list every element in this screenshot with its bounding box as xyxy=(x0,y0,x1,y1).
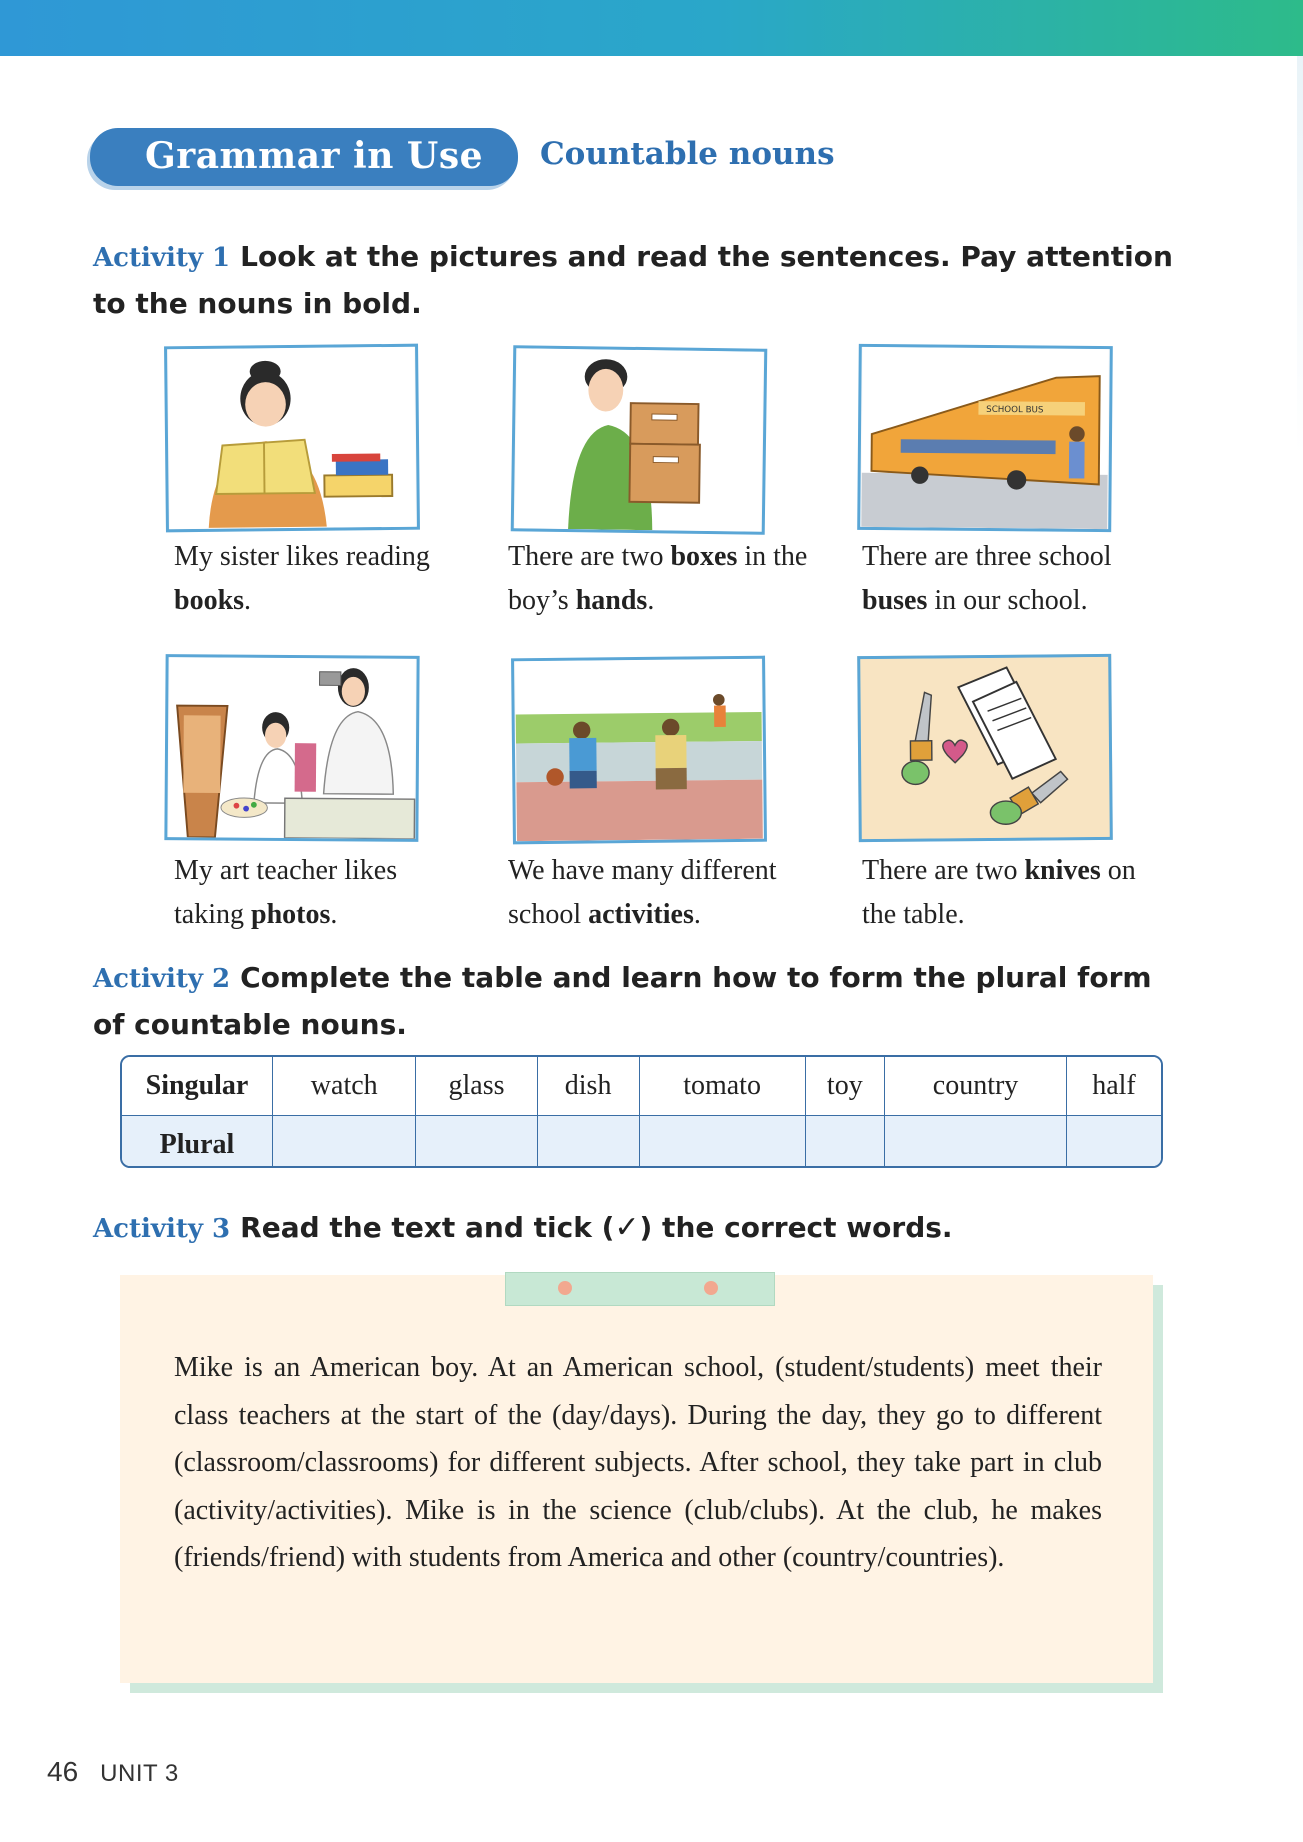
plural-answer-cell[interactable] xyxy=(273,1116,416,1169)
caption-6 xyxy=(862,849,1162,937)
plural-answer-cell[interactable] xyxy=(1066,1116,1161,1169)
activity2-heading xyxy=(93,955,1173,1047)
caption-2-noun: boxes xyxy=(670,541,738,572)
caption-4-end: . xyxy=(330,899,338,930)
students-playing-illustration xyxy=(514,659,764,842)
unit-label: UNIT 3 xyxy=(100,1760,179,1787)
activity3-label: Activity 3 xyxy=(93,1214,231,1244)
knives-illustration xyxy=(860,657,1110,839)
singular-row xyxy=(122,1057,1161,1116)
caption-4 xyxy=(174,849,474,937)
activity1-heading xyxy=(93,234,1173,326)
tick-icon: ✓ xyxy=(614,1210,640,1245)
caption-3-noun: buses xyxy=(862,585,928,616)
activity3-heading xyxy=(93,1205,1173,1252)
picture-art-teacher xyxy=(164,654,419,842)
reading-text: Mike is an American boy. At an American school, (student/students) meet their class teachers at the start of the (day/days). During the day, they go to different (classroom/classrooms) for different subjects. After school, they take part in club (activity/activities). Mike is in the science (club/clubs). At the club, he makes (friends/friend) with students from America and other (country/countries). xyxy=(174,1352,1102,1573)
caption-5-noun: activities xyxy=(588,899,694,930)
caption-2-text: There are two xyxy=(508,541,671,572)
caption-4-noun: photos xyxy=(251,899,331,930)
page-footer xyxy=(47,1756,179,1788)
singular-header: Singular xyxy=(122,1057,273,1116)
picture-knives xyxy=(857,654,1113,842)
plural-header: Plural xyxy=(122,1116,273,1169)
caption-3-end: in our school. xyxy=(927,585,1088,616)
caption-2 xyxy=(508,535,808,623)
singular-cell: watch xyxy=(273,1057,416,1116)
pin-icon xyxy=(704,1281,718,1295)
activity2-label: Activity 2 xyxy=(93,964,231,994)
singular-cell: toy xyxy=(805,1057,885,1116)
girl-reading-illustration xyxy=(167,347,417,530)
bus-sign: SCHOOL BUS xyxy=(986,404,1044,416)
caption-6-text: There are two xyxy=(862,855,1025,886)
activity2-instruction: Complete the table and learn how to form the plural form of countable nouns. xyxy=(93,961,1152,1041)
plural-answer-cell[interactable] xyxy=(639,1116,805,1169)
singular-cell: glass xyxy=(416,1057,537,1116)
picture-students-playing xyxy=(511,656,767,845)
page-edge xyxy=(1297,56,1303,456)
activity1-instruction: Look at the pictures and read the sentences. Pay attention to the nouns in bold. xyxy=(93,240,1173,320)
plural-answer-cell[interactable] xyxy=(537,1116,639,1169)
pin-icon xyxy=(558,1281,572,1295)
caption-2-middle: in the boy’s xyxy=(508,541,808,616)
singular-cell: dish xyxy=(537,1057,639,1116)
caption-1-noun: books xyxy=(174,585,245,616)
caption-3-text: There are three school xyxy=(862,541,1112,572)
caption-5-text: We have many different school xyxy=(508,855,777,930)
plural-answer-cell[interactable] xyxy=(885,1116,1067,1169)
caption-2-noun-2: hands xyxy=(575,585,648,616)
boy-boxes-illustration xyxy=(514,348,764,531)
caption-5 xyxy=(508,849,808,937)
caption-1-text: My sister likes reading xyxy=(174,541,430,572)
activity3-instruction-end: ) the correct words. xyxy=(639,1211,953,1244)
section-badge xyxy=(90,128,518,186)
plural-answer-cell[interactable] xyxy=(805,1116,885,1169)
section-topic: Countable nouns xyxy=(540,136,835,172)
page-number: 46 xyxy=(47,1756,79,1787)
top-color-band xyxy=(0,0,1303,56)
caption-2-end: . xyxy=(647,585,655,616)
plural-table xyxy=(120,1055,1163,1168)
caption-6-end: on the table. xyxy=(862,855,1136,930)
picture-school-buses xyxy=(857,344,1113,532)
caption-4-text: My art teacher likes taking xyxy=(174,855,398,930)
caption-5-end: . xyxy=(693,899,701,930)
art-teacher-illustration xyxy=(167,657,416,839)
caption-1-end: . xyxy=(244,585,252,616)
section-badge-label: Grammar in Use xyxy=(145,135,483,177)
singular-cell: tomato xyxy=(639,1057,805,1116)
singular-cell: country xyxy=(885,1057,1067,1116)
caption-1 xyxy=(174,535,474,623)
picture-girl-reading xyxy=(164,344,420,533)
tape-strip xyxy=(505,1272,775,1306)
caption-6-noun: knives xyxy=(1024,855,1101,886)
activity3-instruction-start: Read the text and tick ( xyxy=(240,1211,615,1244)
plural-answer-cell[interactable] xyxy=(416,1116,537,1169)
caption-3 xyxy=(862,535,1162,623)
activity1-label: Activity 1 xyxy=(93,243,231,273)
singular-cell: half xyxy=(1066,1057,1161,1116)
plural-row xyxy=(122,1116,1161,1169)
school-buses-illustration xyxy=(860,347,1110,529)
picture-boy-boxes xyxy=(511,345,768,535)
